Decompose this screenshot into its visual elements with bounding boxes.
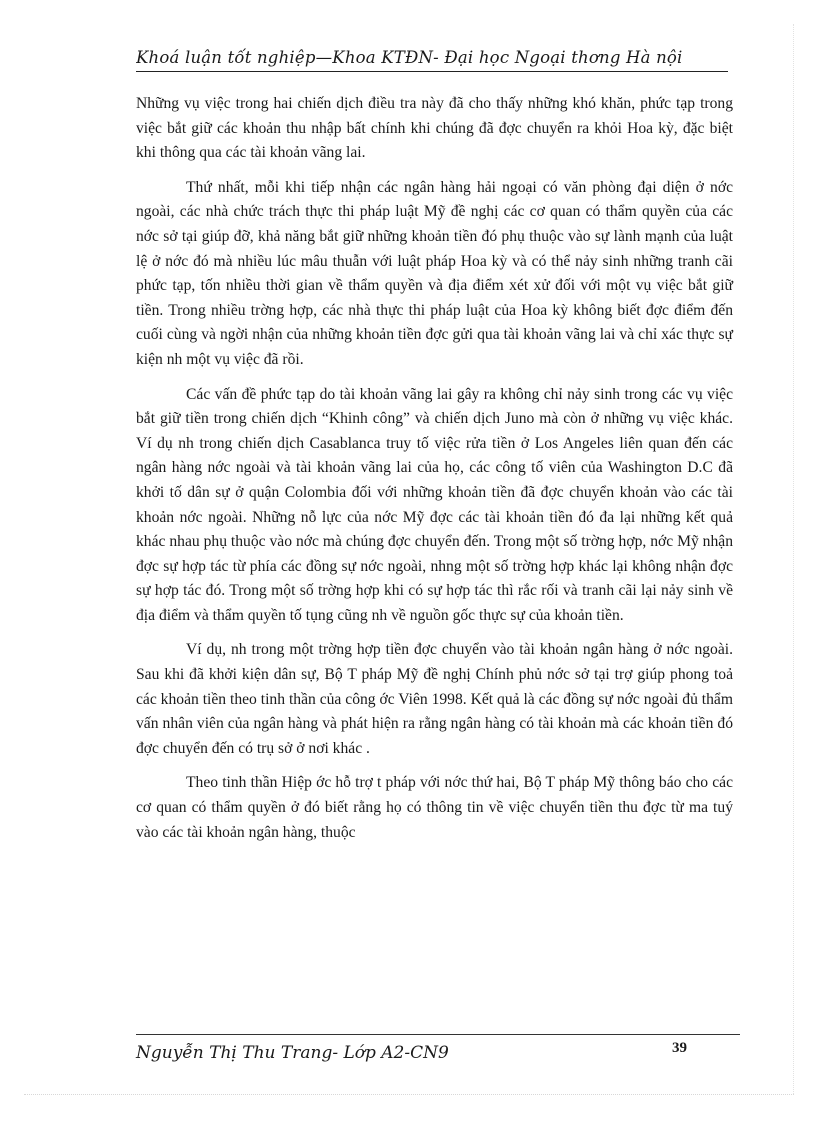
paragraph-1: Những vụ việc trong hai chiến dịch điều tra này đã cho thấy những khó khăn, phức tạp trong việc bắt giữ các khoản thu nhập bất chính khi chúng đã đợc chuyển ra khỏi Hoa kỳ, đặc biệt khi thông qua các tài khoản vãng lai.: [136, 95, 733, 162]
header-divider: [136, 71, 728, 72]
running-header: Khoá luận tốt nghiệp—Khoa KTĐN- Đại học Ngoại thơng Hà nội: [136, 48, 683, 67]
page-edge-bottom: [24, 1094, 794, 1095]
footer-author: Nguyễn Thị Thu Trang- Lớp A2-CN9: [136, 1043, 449, 1063]
footer-divider: [136, 1034, 740, 1035]
paragraph-3: Các vấn đề phức tạp do tài khoản vãng lai gây ra không chỉ nảy sinh trong các vụ việc bắt giữ tiền trong chiến dịch “Khinh công” và chiến dịch Juno mà còn ở những vụ việc khác. Ví dụ nh trong chiến dịch Casablanca truy tố việc rửa tiền ở Los Angeles liên quan đến các ngân hàng nớc ngoài và tài khoản vãng lai của họ, các công tố viên của Washington D.C đã khởi tố dân sự ở quận Colombia đối với những khoản tiền đã đợc chuyển khoản vào các tài khoản nớc ngoài. Những nỗ lực của nớc Mỹ đợc các tài khoản tiền đó đa lại những kết quả khác nhau phụ thuộc vào nớc mà chúng đợc chuyển đến. Trong một số trờng hợp, nớc Mỹ nhận đợc sự hợp tác từ phía các đồng sự nớc ngoài, nhng một số trờng hợp khác lại không nhận đợc sự hợp tác đó. Trong một số trờng hợp khi có sự hợp tác thì rắc rối và tranh cãi lại nảy sinh về địa điểm và thẩm quyền tố tụng cũng nh về nguồn gốc thực sự của khoản tiền.: [136, 385, 733, 624]
body-text: [136, 92, 733, 855]
paragraph-5: Theo tinh thần Hiệp ớc hỗ trợ t pháp với nớc thứ hai, Bộ T pháp Mỹ thông báo cho các cơ quan có thẩm quyền ở đó biết rằng họ có thông tin về việc chuyển tiền thu đợc từ ma tuý vào các tài khoản ngân hàng, thuộc: [136, 774, 733, 841]
page-number: 39: [672, 1040, 687, 1056]
page-edge-right: [793, 24, 794, 1094]
paragraph-4: Ví dụ, nh trong một trờng hợp tiền đợc chuyển vào tài khoản ngân hàng ở nớc ngoài. Sau khi đã khởi kiện dân sự, Bộ T pháp Mỹ đề nghị Chính phủ nớc sở tại trợ giúp phong toả các khoản tiền theo tinh thần của công ớc Viên 1998. Kết quả là các đồng sự nớc ngoài đủ thẩm vấn nhân viên của ngân hàng và phát hiện ra rằng ngân hàng có tài khoản mà các khoản tiền đó đợc chuyển đến có trụ sở ở nơi khác .: [136, 641, 733, 757]
paragraph-2: Thứ nhất, mỗi khi tiếp nhận các ngân hàng hải ngoại có văn phòng đại diện ở nớc ngoài, các nhà chức trách thực thi pháp luật Mỹ đề nghị các cơ quan có thẩm quyền của các nớc sở tại giúp đỡ, khả năng bắt giữ những khoản tiền đó phụ thuộc vào sự lành mạnh của luật lệ ở nớc đó mà nhiều lúc mâu thuẫn với luật pháp Hoa kỳ và có thể nảy sinh những tranh cãi phức tạp, tốn nhiều thời gian về thẩm quyền và địa điểm xét xử đối với một vụ việc bắt giữ tiền. Trong nhiều trờng hợp, các nhà thực thi pháp luật của Hoa kỳ không biết đợc điểm đến cuối cùng và ngời nhận của những khoản tiền đợc gửi qua tài khoản vãng lai và chỉ xác thực sự kiện nh một vụ việc đã rồi.: [136, 178, 733, 368]
